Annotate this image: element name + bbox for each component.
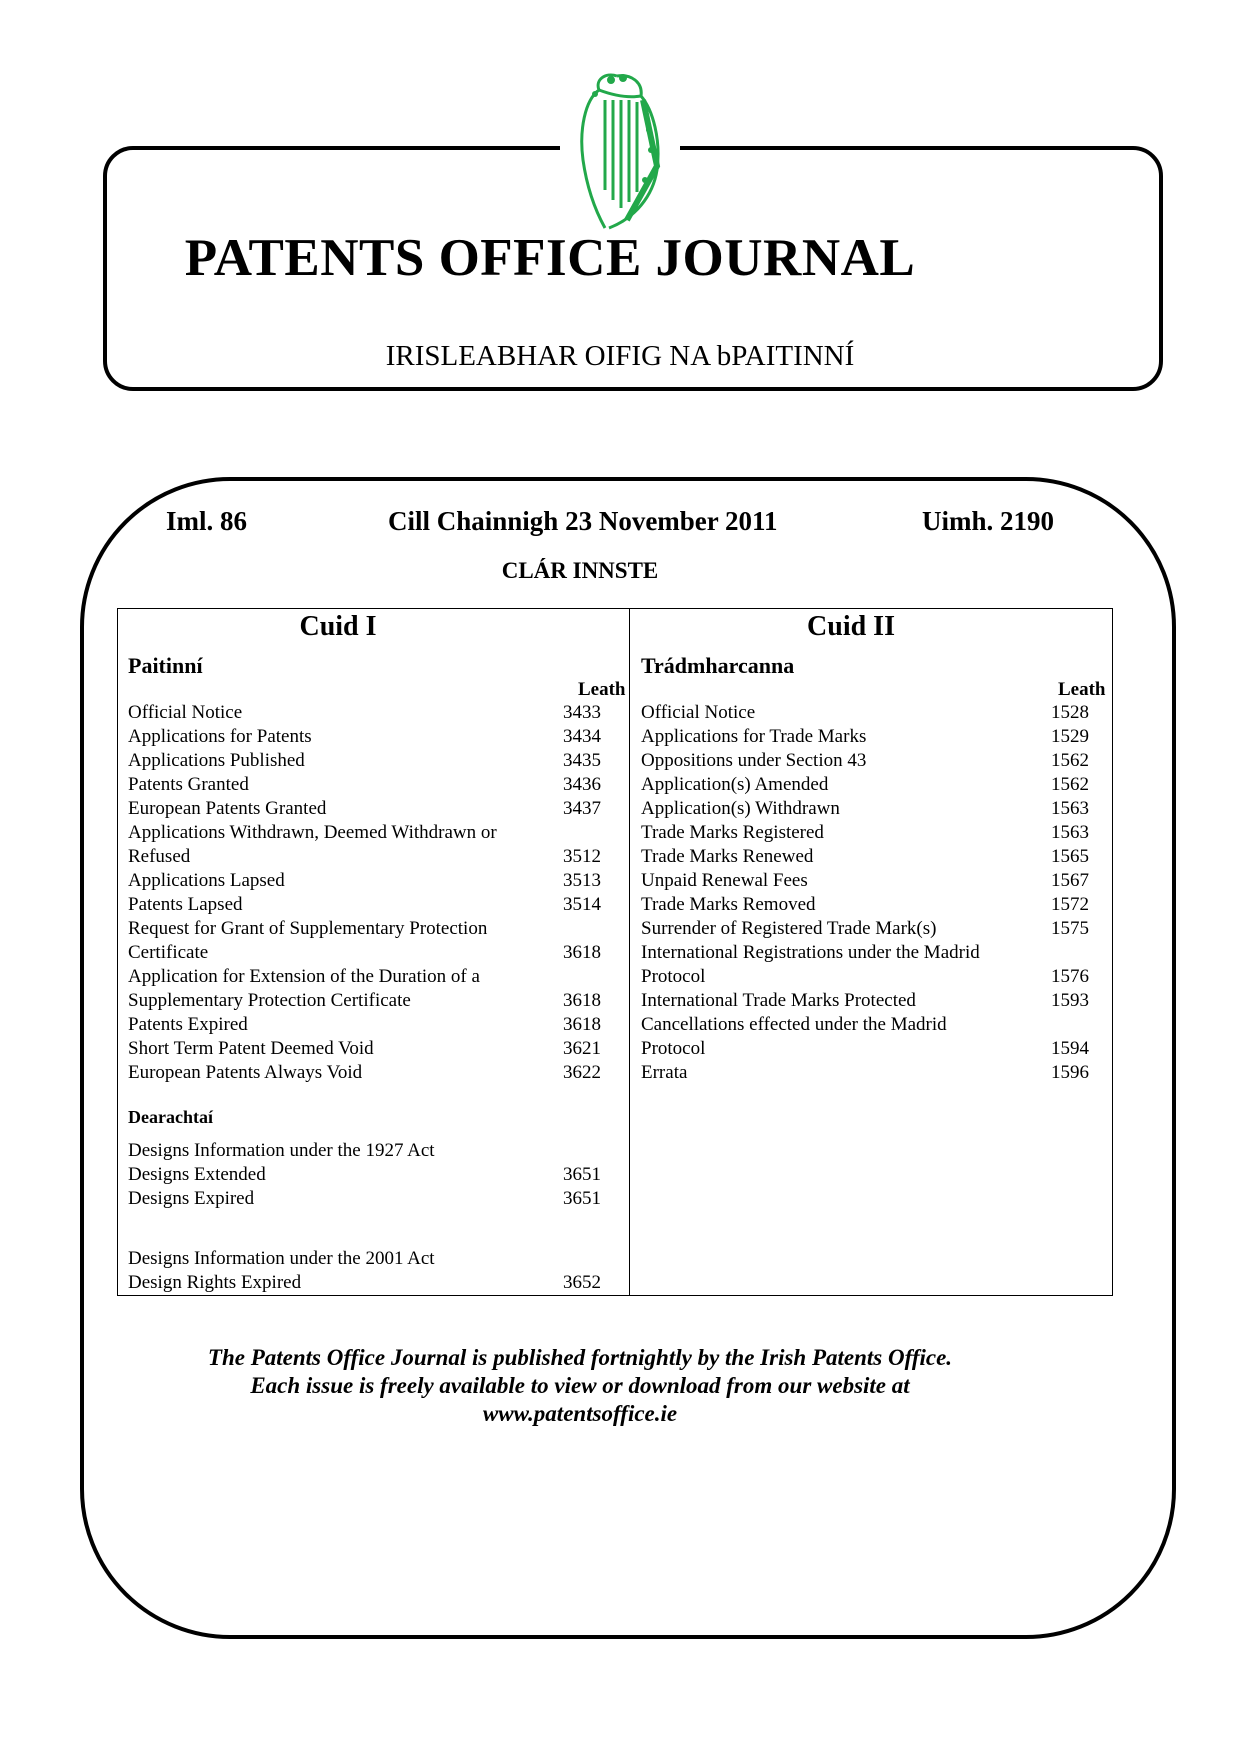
toc-entry (641, 845, 1107, 869)
toc-entry-page: 1565 (1051, 846, 1089, 867)
toc-entry-label: Official Notice (641, 702, 756, 723)
spacer (128, 1129, 626, 1139)
toc-entry-label: Applications for Trade Marks (641, 726, 867, 747)
toc-entry-label: Certificate (128, 942, 209, 963)
toc-entry (128, 1037, 626, 1061)
toc-entry-page: 3618 (563, 1014, 601, 1035)
toc-entry (641, 701, 1107, 725)
toc-entry-label: Protocol (641, 966, 706, 987)
toc-entry-label: International Trade Marks Protected (641, 990, 916, 1011)
issue-place-date: Cill Chainnigh 23 November 2011 (388, 506, 778, 536)
toc-entry-page: 1594 (1051, 1038, 1089, 1059)
issue-number: Uimh. 2190 (922, 506, 1055, 536)
toc-entry-label: International Registrations under the Madrid (641, 942, 980, 963)
footer-line-2: Each issue is freely available to view or download from our website at (250, 1373, 910, 1398)
patents-section-title: Paitinní (128, 653, 203, 678)
toc-entry-page: 3437 (563, 798, 601, 819)
toc-entry (128, 797, 626, 821)
footer-line-1: The Patents Office Journal is published fortnightly by the Irish Patents Office. (207, 1345, 953, 1370)
toc-entry (128, 821, 626, 845)
toc-entry-label: Applications for Patents (128, 726, 312, 747)
toc-entry-label: Errata (641, 1062, 688, 1083)
spacer (128, 1085, 626, 1105)
toc-entry-page: 1567 (1051, 870, 1089, 891)
toc-entry (128, 1187, 626, 1211)
toc-entry-label: European Patents Granted (128, 798, 327, 819)
toc-entry (128, 1013, 626, 1037)
toc-entry-page: 1572 (1051, 894, 1089, 915)
toc-entry-label: Request for Grant of Supplementary Protection (128, 918, 488, 939)
journal-subtitle: IRISLEABHAR OIFIG NA bPAITINNÍ (385, 340, 855, 372)
page-column-header: Leath (1058, 679, 1106, 700)
designs-1927-title: Designs Information under the 1927 Act (128, 1140, 435, 1161)
toc-entry (128, 773, 626, 797)
toc-entry-page: 3435 (563, 750, 601, 771)
toc-entry-page: 1562 (1051, 774, 1089, 795)
toc-entry (128, 869, 626, 893)
toc-entry-label: Patents Lapsed (128, 894, 243, 915)
designs-section-title: Dearachtaí (128, 1107, 213, 1127)
toc-entry-page: 1576 (1051, 966, 1089, 987)
toc-entry (128, 845, 626, 869)
contents-table (117, 608, 1113, 1296)
toc-entry (128, 1163, 626, 1187)
toc-entry-label: Unpaid Renewal Fees (641, 870, 808, 891)
toc-entry-page: 1596 (1051, 1062, 1089, 1083)
harp-icon (560, 68, 680, 236)
toc-entry (128, 989, 626, 1013)
toc-entry-label: Refused (128, 846, 191, 867)
toc-entry-page: 3513 (563, 870, 601, 891)
toc-entry-label: Official Notice (128, 702, 243, 723)
toc-entry (128, 725, 626, 749)
toc-entry-label: Trade Marks Renewed (641, 846, 814, 867)
toc-entry (641, 989, 1107, 1013)
toc-entry-page: 3433 (563, 702, 601, 723)
toc-entry (128, 701, 626, 725)
toc-entry (641, 917, 1107, 941)
toc-entry-page: 1562 (1051, 750, 1089, 771)
toc-entry-page: 3651 (563, 1188, 601, 1209)
toc-entry-label: Design Rights Expired (128, 1272, 302, 1293)
patents-entries (128, 701, 626, 1295)
toc-entry-page: 1563 (1051, 798, 1089, 819)
toc-entry (128, 965, 626, 989)
page-column-header: Leath (578, 679, 626, 700)
toc-entry-label: Applications Lapsed (128, 870, 285, 891)
toc-entry-label: Oppositions under Section 43 (641, 750, 867, 771)
toc-entry-label: Cancellations effected under the Madrid (641, 1014, 947, 1035)
toc-entry-page: 3621 (563, 1038, 601, 1059)
toc-entry-label: Applications Withdrawn, Deemed Withdrawn or (128, 822, 497, 843)
toc-entry-page: 3618 (563, 942, 601, 963)
toc-entry (641, 1037, 1107, 1061)
trade-marks-section-title: Trádmharcanna (641, 653, 795, 678)
toc-entry (641, 1013, 1107, 1037)
toc-entry-page: 3434 (563, 726, 601, 747)
toc-entry-label: Designs Expired (128, 1188, 255, 1209)
toc-entry-page: 1563 (1051, 822, 1089, 843)
toc-entry (128, 749, 626, 773)
toc-entry (128, 893, 626, 917)
toc-entry (128, 1271, 626, 1295)
toc-entry-page: 3436 (563, 774, 601, 795)
website-link[interactable]: www.patentsoffice.ie (482, 1401, 678, 1426)
toc-entry-page: 1528 (1051, 702, 1089, 723)
toc-entry (641, 869, 1107, 893)
toc-entry-label: European Patents Always Void (128, 1062, 363, 1083)
part-2-heading: Cuid II (807, 611, 895, 642)
toc-entry-label: Application for Extension of the Duration of a (128, 966, 480, 987)
toc-entry (641, 893, 1107, 917)
volume-number: Iml. 86 (166, 506, 247, 536)
designs-2001-title: Designs Information under the 2001 Act (128, 1248, 435, 1269)
toc-entry-label: Short Term Patent Deemed Void (128, 1038, 374, 1059)
toc-entry-label: Patents Expired (128, 1014, 248, 1035)
toc-entry-page: 1529 (1051, 726, 1089, 747)
contents-title: CLÁR INNSTE (501, 558, 659, 583)
toc-entry (128, 1061, 626, 1085)
toc-entry-page: 3512 (563, 846, 601, 867)
toc-entry-page: 1593 (1051, 990, 1089, 1011)
toc-entry (641, 773, 1107, 797)
toc-entry-page: 3514 (563, 894, 601, 915)
part-1-heading: Cuid I (299, 611, 377, 642)
toc-entry-label: Protocol (641, 1038, 706, 1059)
toc-entry-label: Supplementary Protection Certificate (128, 990, 411, 1011)
toc-entry (641, 941, 1107, 965)
toc-entry-page: 3651 (563, 1164, 601, 1185)
toc-entry-label: Application(s) Withdrawn (641, 798, 840, 819)
toc-entry-label: Designs Extended (128, 1164, 266, 1185)
toc-entry (641, 821, 1107, 845)
toc-entry-label: Application(s) Amended (641, 774, 829, 795)
column-divider (629, 609, 630, 1295)
journal-title: PATENTS OFFICE JOURNAL (184, 229, 916, 287)
spacer (128, 1211, 626, 1247)
toc-entry-page: 3622 (563, 1062, 601, 1083)
trade-marks-entries (641, 701, 1107, 1085)
toc-entry-page: 3652 (563, 1272, 601, 1293)
toc-entry-page: 1575 (1051, 918, 1089, 939)
toc-entry (128, 917, 626, 941)
toc-entry (128, 941, 626, 965)
toc-entry (641, 725, 1107, 749)
toc-entry-label: Trade Marks Registered (641, 822, 824, 843)
toc-entry (641, 797, 1107, 821)
footer-note (0, 1344, 1160, 1428)
toc-entry (641, 965, 1107, 989)
toc-entry (641, 749, 1107, 773)
toc-entry-label: Surrender of Registered Trade Mark(s) (641, 918, 937, 939)
toc-entry-page: 3618 (563, 990, 601, 1011)
toc-entry (641, 1061, 1107, 1085)
toc-entry-label: Applications Published (128, 750, 305, 771)
toc-entry-label: Patents Granted (128, 774, 249, 795)
toc-entry-label: Trade Marks Removed (641, 894, 816, 915)
